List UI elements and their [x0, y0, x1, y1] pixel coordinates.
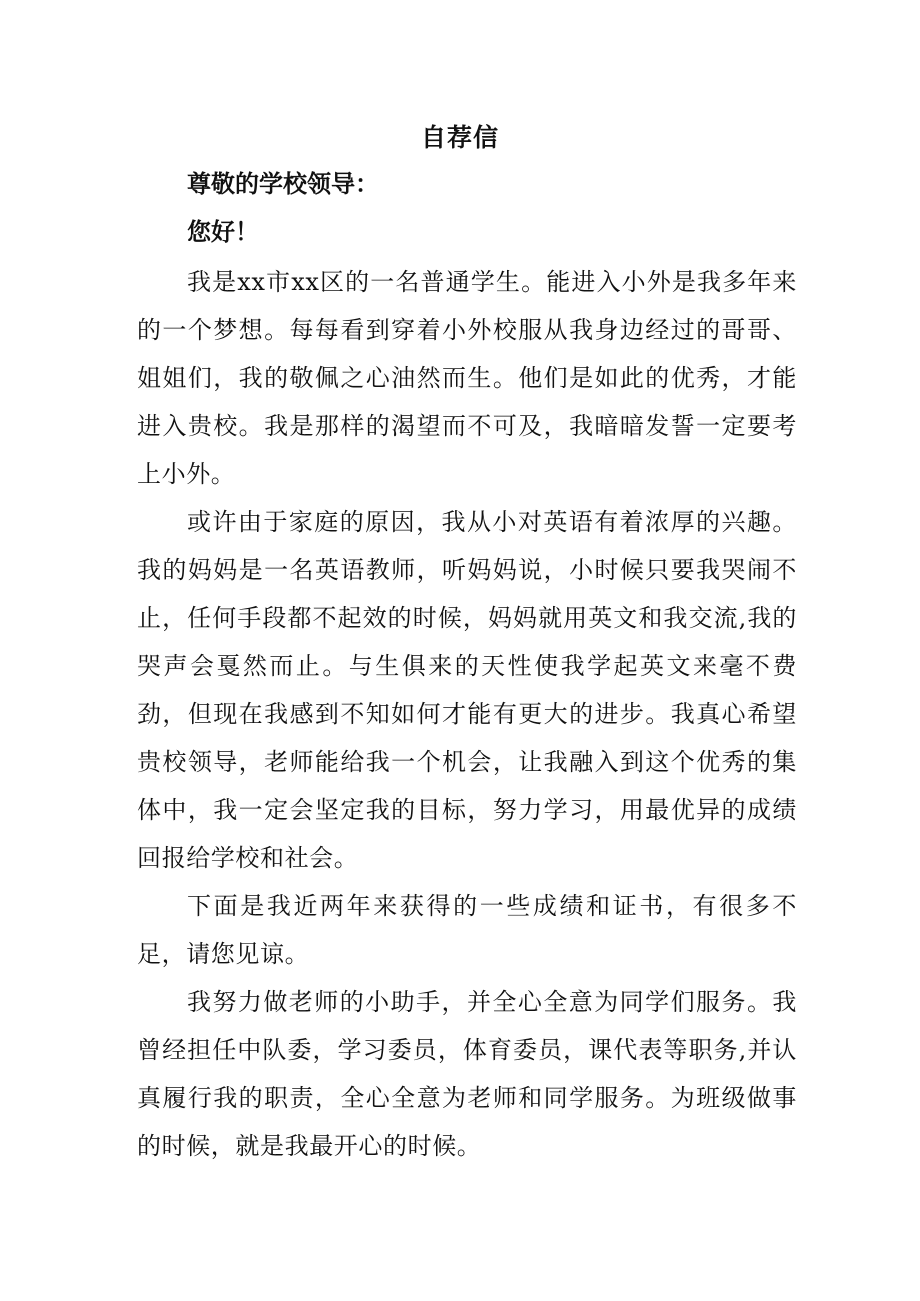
paragraph-intro: 我是xx市xx区的一名普通学生。能进入小外是我多年来的一个梦想。每每看到穿着小外校服从我身边经过的哥哥、姐姐们，我的敬佩之心油然而生。他们是如此的优秀，才能进入贵校。我是那样的渴望而不可及，我暗暗发誓一定要考上小外。 [137, 268, 797, 488]
greeting: 您好！ [187, 217, 259, 246]
paragraph-achievements: 下面是我近两年来获得的一些成绩和证书，有很多不足，请您见谅。 [137, 892, 797, 968]
salutation: 尊敬的学校领导： [187, 169, 379, 198]
paragraph-service: 我努力做老师的小助手，并全心全意为同学们服务。我曾经担任中队委，学习委员，体育委员，课代表等职务,并认真履行我的职责，全心全意为老师和同学服务。为班级做事的时候，就是我最开心的时候。 [137, 988, 797, 1160]
letter-body [137, 258, 797, 1170]
letter-title: 自荐信 [420, 123, 499, 152]
paragraph-english-interest: 或许由于家庭的原因，我从小对英语有着浓厚的兴趣。我的妈妈是一名英语教师，听妈妈说，小时候只要我哭闹不止，任何手段都不起效的时候，妈妈就用英文和我交流,我的哭声会戛然而止。与生俱来的天性使我学起英文来毫不费劲，但现在我感到不知如何才能有更大的进步。我真心希望贵校领导，老师能给我一个机会，让我融入到这个优秀的集体中，我一定会坚定我的目标，努力学习，用最优异的成绩回报给学校和社会。 [137, 508, 797, 872]
